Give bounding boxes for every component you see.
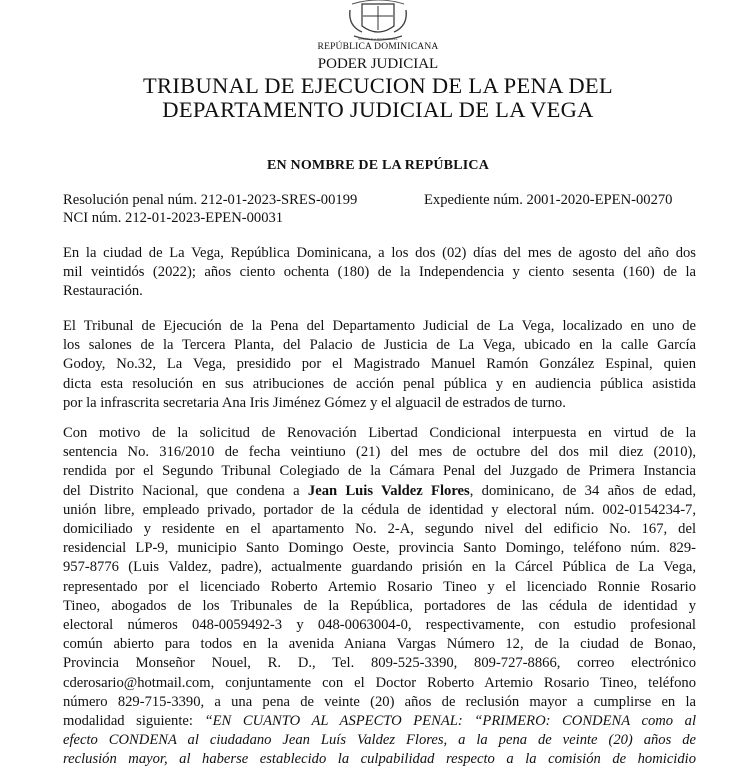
text-line: Con motivo de la solicitud de Renovación Libertad Condicional interpuesta en virtud de la <box>63 425 696 441</box>
text-line: los salones de la Tercera Planta, del Palacio de Justicia de La Vega, ubicado en la calle García <box>63 337 696 354</box>
defendant-name: Jean Luis Valdez Flores <box>307 482 470 499</box>
resolution-number: Resolución penal núm. 212-01-2023-SRES-00199 <box>63 192 358 208</box>
branch-label: PODER JUDICIAL <box>317 56 439 72</box>
text-line: efecto CONDENA al ciudadano Jean Luís Valdez Flores, a la pena de veinte (20) años de <box>63 732 696 749</box>
text-line: por la infrascrita secretaria Ana Iris Jiménez Gómez y el alguacil de estrados de turno. <box>63 394 566 411</box>
paragraph-date <box>63 244 696 302</box>
text-line: reclusión mayor, al haberse establecido la culpabilidad respecto a la comisión de homicidio <box>63 751 696 768</box>
court-title-line2: DEPARTAMENTO JUDICIAL DE LA VEGA <box>162 97 594 122</box>
paragraph-motive <box>63 424 696 770</box>
text-segment: modalidad siguiente: <box>63 713 205 730</box>
court-title <box>0 74 756 122</box>
text-line: Restauración. <box>63 283 143 300</box>
text-line: sentencia No. 316/2010 de fecha veintiuno (21) del mes de octubre del dos mil diez (2010), <box>63 444 696 461</box>
paragraph-tribunal <box>63 317 696 413</box>
text-line: 957-8776 (Luis Valdez, padre), actualmente guardando prisión en la Cárcel Pública de La Vega, <box>63 559 696 576</box>
nci-number: NCI núm. 212-01-2023-EPEN-00031 <box>63 210 284 226</box>
svg-text:REPÚBLICA DOMINICANA: REPÚBLICA DOMINICANA <box>358 37 398 41</box>
text-line: En la ciudad de La Vega, República Dominicana, a los dos (02) días del mes de agosto del año dos <box>63 245 696 261</box>
text-line <box>63 482 696 501</box>
text-line: común abierto para todos en la avenida Aniana Vargas Número 12, de la ciudad de Bonao, <box>63 636 696 653</box>
court-title-line1: TRIBUNAL DE EJECUCION DE LA PENA DEL <box>143 73 613 98</box>
text-line: domiciliado y residente en el apartamento No. 2-A, segundo nivel del edificio No. 167, del <box>63 521 696 538</box>
text-segment: , dominicano, de 34 años de edad, <box>469 482 696 499</box>
text-line: Godoy, No.32, La Vega, presidido por el Magistrado Manuel Ramón González Espinal, quien <box>63 356 696 373</box>
text-line: residencial LP-9, municipio Santo Domingo Oeste, provincia Santo Domingo, teléfono núm. 829- <box>63 540 696 557</box>
country-label: REPÚBLICA DOMINICANA <box>317 42 439 52</box>
text-line: dicta esta resolución en sus atribuciones de acción penal pública y en audiencia pública asistida <box>63 375 696 392</box>
quoted-ruling: “EN CUANTO AL ASPECTO PENAL: “PRIMERO: CONDENA como al <box>204 713 696 730</box>
text-line: electoral números 048-0059492-3 y 048-0063004-0, respectivamente, con estudio profesional <box>63 617 696 634</box>
text-line: rendida por el Segundo Tribunal Colegiado de la Cámara Penal del Juzgado de Primera Instancia <box>63 463 696 480</box>
text-line: mil veintidós (2022); años ciento ochenta (180) de la Independencia y ciento sesenta (160) de la <box>63 264 696 281</box>
text-line: cderosario@hotmail.com, conjuntamente con el Doctor Roberto Artemio Rosario Tineo, teléfono <box>63 674 696 691</box>
document-heading: EN NOMBRE DE LA REPÚBLICA <box>266 158 490 173</box>
text-segment: del Distrito Nacional, que condena a <box>63 482 308 499</box>
text-line: Provincia Monseñor Nouel, R. D., Tel. 809-525-3390, 809-727-8866, correo electrónico <box>63 655 696 672</box>
text-line: número 829-715-3390, a una pena de veinte (20) años de reclusión mayor a cumplirse en la <box>63 693 696 710</box>
text-line: Tineo, abogados de los Tribunales de la República, portadores de las cédula de identidad y <box>63 597 696 614</box>
file-number: Expediente núm. 2001-2020-EPEN-00270 <box>424 192 673 208</box>
coat-of-arms-seal <box>332 0 424 42</box>
text-line <box>63 712 696 731</box>
text-line: representado por el licenciado Roberto Artemio Rosario Tineo y el licenciado Ronnie Rosario <box>63 578 696 595</box>
text-line: unión libre, empleado privado, portador de la cédula de identidad y electoral núm. 002-0154234-7, <box>63 501 696 518</box>
text-line: El Tribunal de Ejecución de la Pena del Departamento Judicial de La Vega, localizado en uno de <box>63 318 696 334</box>
